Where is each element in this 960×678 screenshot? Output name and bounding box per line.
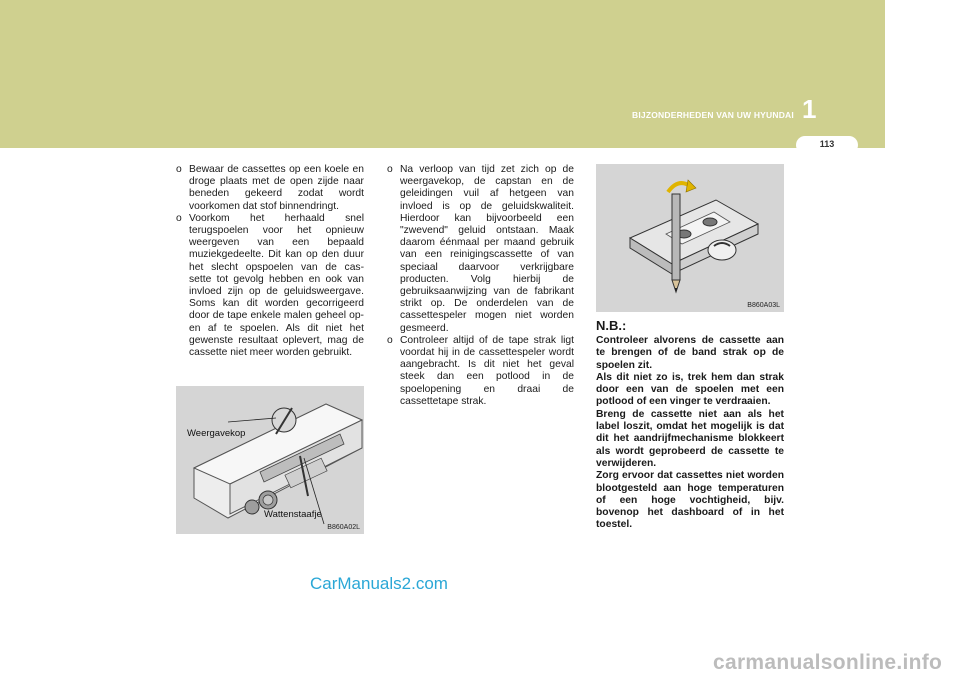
- list-item: [387, 335, 574, 408]
- figure-cassette-player: [176, 386, 364, 534]
- figure-cassette-pencil: [596, 164, 784, 312]
- list-item-text: Controleer altijd of de tape strak ligt voordat hij in de cassettespeler wordt aangebracht. Is dit niet het geval steek dan een potlood in de spoelopening en draai de cassettetape strak.: [400, 334, 574, 407]
- bullet-marker: o: [387, 334, 393, 346]
- watermark-footer: carmanualsonline.info: [713, 651, 943, 674]
- text-column-1: [176, 164, 364, 359]
- header-band: [0, 0, 885, 148]
- text-column-2: [387, 164, 574, 408]
- list-item-text: Voorkom het herhaald snel terugspoelen voor het opnieuw weergeven van een bepaald muziekgedeelte. Dit kan op den duur het slecht opspoelen van de cas- sette tot gevolg hebben en ook van invloed zijn op de geluidsweergave. Soms kan dit worden gecorrigeerd door de tape enkele malen geheel op- en af te spoelen. Als dit niet het gewenste resultaat oplevert, mag de cassette niet meer worden gebruikt.: [189, 212, 364, 359]
- note-body: [596, 335, 784, 532]
- section-title: BIJZONDERHEDEN VAN UW HYUNDAI: [632, 110, 794, 120]
- list-item-text: Bewaar de cassettes op een koele en droge plaats met de open zijde naar beneden gekeerd zodat wordt voorkomen dat stof binnendringt.: [189, 164, 364, 212]
- list-item: [176, 213, 364, 359]
- watermark-link[interactable]: CarManuals2.com: [310, 574, 448, 593]
- page-number: 113: [819, 139, 835, 149]
- list-item-text: Na verloop van tijd zet zich op de weergavekop, de capstan en de geleidingen vuil af hetgeen van invloed is op de geluidskwaliteit. Hierdoor kan bijvoorbeeld een "zwevend" geluid ontstaan. Maak daarom éénmaal per maand gebruik van een reinigingscassette of van speciaal daarvoor verkrijgbare producten. Volg hierbij de gebruiksaanwijzing van de fabrikant strikt op. De onderdelen van de cassettespeler mogen niet worden gesmeerd.: [400, 164, 574, 334]
- cassette-pencil-illustration: [596, 164, 784, 312]
- note-line: Zorg ervoor dat cassettes niet worden blootgesteld aan hoge temperaturen of een hoge vochtigheid, bijv. bovenop het dashboard of in het toestel.: [596, 470, 784, 531]
- figure-code: B860A03L: [747, 302, 780, 309]
- note-line: Controleer alvorens de cassette aan te brengen of de band strak op de spoelen zit.: [596, 335, 784, 371]
- label-playback-head: Weergavekop: [187, 428, 246, 439]
- label-cotton-swab: Wattenstaafje: [264, 509, 322, 520]
- list-item: [387, 164, 574, 335]
- note-line: Als dit niet zo is, trek hem dan strak door een van de spoelen met een potlood of een vinger te verdraaien.: [596, 371, 784, 408]
- note-box: [596, 318, 784, 532]
- note-title: N.B.:: [596, 318, 627, 333]
- chapter-number: 1: [802, 94, 817, 124]
- bullet-marker: o: [176, 212, 182, 224]
- bullet-marker: o: [387, 164, 393, 175]
- bullet-marker: o: [176, 164, 182, 175]
- note-line: Breng de cassette niet aan als het label loszit, omdat het mogelijk is dat dit het aandrijfmechanisme blokkeert als wordt geprobeerd de cassette te verwijderen.: [596, 408, 784, 469]
- figure-code: B860A02L: [327, 524, 360, 531]
- list-item: [176, 164, 364, 213]
